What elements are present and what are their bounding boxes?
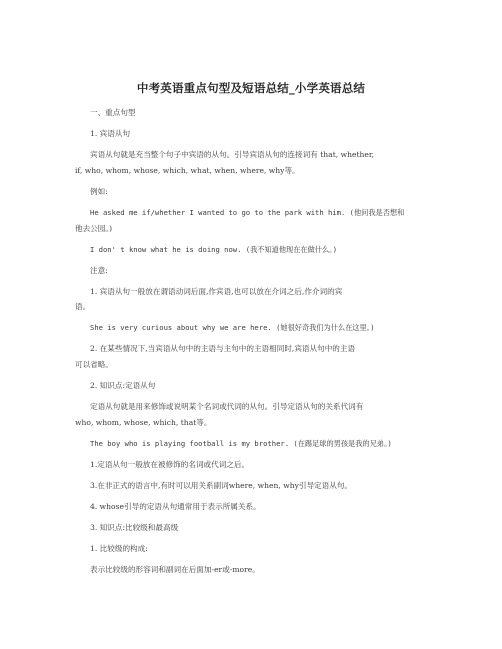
paragraph-line: 2. 在某些情况下,当宾语从句中的主语与主句中的主语相同时,宾语从句中的主语 bbox=[90, 344, 356, 353]
subheading-attributive-clause: 2. 知识点:定语从句 bbox=[90, 381, 156, 390]
example-sentence: The boy who is playing football is my brother. (在踢足球的男孩是我的兄弟。) bbox=[90, 439, 392, 448]
example-sentence: She is very curious about why we are here. (她很好奇我们为什么在这里。) bbox=[90, 323, 375, 332]
paragraph-line: 表示比较级的形容词和副词在后面加-er或-more。 bbox=[90, 565, 260, 574]
example-label: 例如: bbox=[90, 187, 108, 196]
document-title: 中考英语重点句型及短语总结_小学英语总结 bbox=[136, 81, 366, 95]
note-label: 注意: bbox=[90, 266, 108, 275]
section-heading-key-sentences: 一、重点句型 bbox=[90, 108, 136, 117]
subheading-object-clause: 1. 宾语从句 bbox=[90, 129, 131, 138]
example-sentence: He asked me if/whether I wanted to go to the park with him. (他问我是否想和 bbox=[90, 208, 405, 217]
paragraph-line: 1.定语从句一般放在被修饰的名词或代词之后。 bbox=[90, 460, 250, 469]
example-sentence: 他去公园。) bbox=[75, 224, 113, 233]
paragraph-line: 语。 bbox=[75, 302, 91, 311]
paragraph-line: 宾语从句就是充当整个句子中宾语的从句。引导宾语从句的连接词有 that, whether, bbox=[90, 150, 375, 159]
paragraph-line: 3.在非正式的语言中,有时可以用关系副词where, when, why引导定语从句。 bbox=[90, 481, 353, 490]
example-sentence: I don' t know what he is doing now. (我不知道他现在在做什么。) bbox=[90, 245, 338, 254]
paragraph-line: 1. 宾语从句一般放在谓语动词后面,作宾语,也可以放在介词之后,作介词的宾 bbox=[90, 287, 343, 296]
paragraph-line: 1. 比较级的构成: bbox=[90, 544, 148, 553]
paragraph-line: 4. whose引导的定语从句通常用于表示所属关系。 bbox=[90, 502, 261, 511]
paragraph-line: 定语从句就是用来修饰或说明某个名词或代词的从句。引导定语从句的关系代词有 bbox=[90, 402, 364, 411]
paragraph-line: who, whom, whose, which, that等。 bbox=[75, 418, 212, 427]
subheading-comparatives: 3. 知识点:比较级和最高级 bbox=[90, 523, 179, 532]
paragraph-line: if, who, whom, whose, which, what, when, where, why等。 bbox=[75, 166, 300, 175]
paragraph-line: 可以省略。 bbox=[75, 360, 113, 369]
